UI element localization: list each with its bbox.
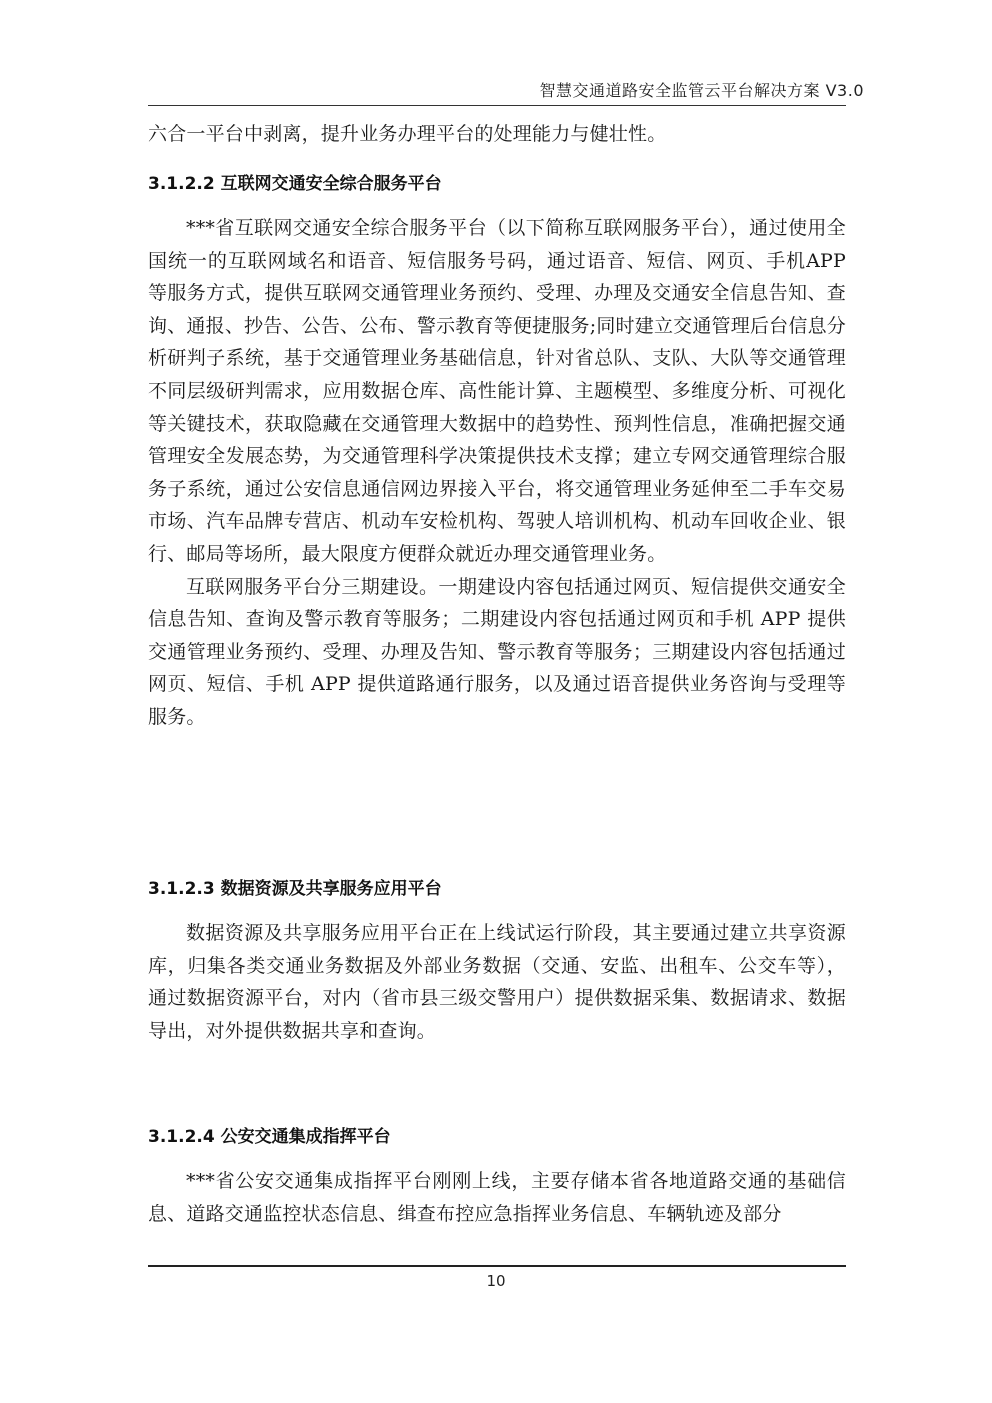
section-3-1-2-3-paragraph-1: 数据资源及共享服务应用平台正在上线试运行阶段，其主要通过建立共享资源库，归集各类交通业务数据及外部业务数据（交通、安监、出租车、公交车等），通过数据资源平台，对内（省市县三级交警用户）提供数据采集、数据请求、数据导出，对外提供数据共享和查询。 xyxy=(148,922,846,1042)
section-3-1-2-4-paragraph-1: ***省公安交通集成指挥平台刚刚上线，主要存储本省各地道路交通的基础信息、道路交通监控状态信息、缉查布控应急指挥业务信息、车辆轨迹及部分 xyxy=(148,1170,846,1225)
footer-rule xyxy=(148,1265,846,1267)
page-number: 10 xyxy=(486,1272,506,1290)
running-header: 智慧交通道路安全监管云平台解决方案 V3.0 xyxy=(539,81,864,100)
intro-tail-paragraph: 六合一平台中剥离，提升业务办理平台的处理能力与健壮性。 xyxy=(148,123,667,145)
section-3-1-2-4 xyxy=(148,1126,846,1230)
section-heading-3-1-2-2: 3.1.2.2 互联网交通安全综合服务平台 xyxy=(148,174,442,194)
section-heading-3-1-2-4: 3.1.2.4 公安交通集成指挥平台 xyxy=(148,1127,391,1147)
section-3-1-2-2-paragraph-1: ***省互联网交通安全综合服务平台（以下简称互联网服务平台），通过使用全国统一的互联网域名和语音、短信服务号码，通过语音、短信、网页、手机APP 等服务方式，提供互联网交通管理业务预约、受理、办理及交通安全信息告知、查询、通报、抄告、公告、公布、警示教育等便捷服务;同时建立交通管理后台信息分析研判子系统，基于交通管理业务基础信息，针对省总队、支队、大队等交通管理不同层级研判需求，应用数据仓库、高性能计算、主题模型、多维度分析、可视化等关键技术，获取隐藏在交通管理大数据中的趋势性、预判性信息，准确把握交通管理安全发展态势，为交通管理科学决策提供技术支撑；建立专网交通管理综合服务子系统，通过公安信息通信网边界接入平台，将交通管理业务延伸至二手车交易市场、汽车品牌专营店、机动车安检机构、驾驶人培训机构、机动车回收企业、银行、邮局等场所，最大限度方便群众就近办理交通管理业务。 xyxy=(148,217,846,565)
section-3-1-2-2-paragraph-2: 互联网服务平台分三期建设。一期建设内容包括通过网页、短信提供交通安全信息告知、查询及警示教育等服务；二期建设内容包括通过网页和手机 APP 提供交通管理业务预约、受理、办理及告知、警示教育等服务；三期建设内容包括通过网页、短信、手机 APP 提供道路通行服务，以及通过语音提供业务咨询与受理等服务。 xyxy=(148,575,846,728)
intro-tail-block xyxy=(148,118,846,151)
section-3-1-2-2 xyxy=(148,173,846,734)
header-rule xyxy=(148,105,846,106)
section-3-1-2-3 xyxy=(148,878,846,1047)
section-heading-3-1-2-3: 3.1.2.3 数据资源及共享服务应用平台 xyxy=(148,879,442,899)
